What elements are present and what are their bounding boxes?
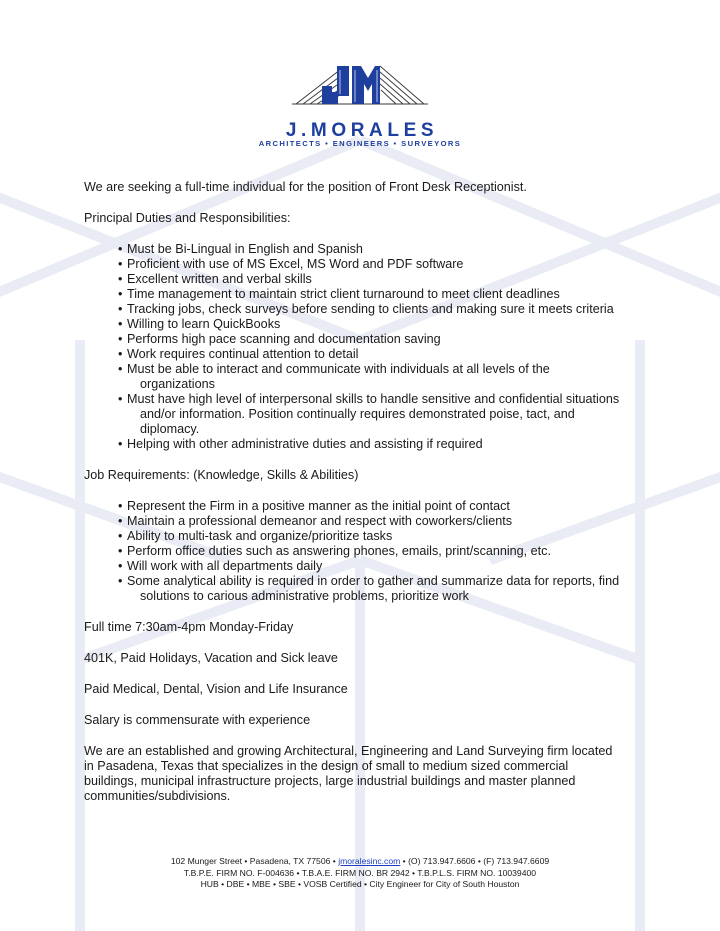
about-text	[84, 744, 644, 804]
bullet-item	[118, 272, 644, 287]
about-line: in Pasadena, Texas that specializes in the design of small to medium sized commercial	[84, 759, 569, 773]
bullet-continuation: solutions to carious administrative problems, prioritize work	[140, 589, 469, 603]
duties-list	[84, 242, 644, 452]
footer-firm-numbers: T.B.P.E. FIRM NO. F-004636 • T.B.A.E. FIRM NO. BR 2942 • T.B.P.L.S. FIRM NO. 10039400	[183, 867, 537, 878]
bullet-text: Excellent written and verbal skills	[127, 272, 312, 286]
benefits-text: 401K, Paid Holidays, Vacation and Sick leave	[84, 651, 338, 665]
bullet-text: Proficient with use of MS Excel, MS Word and PDF software	[127, 257, 464, 271]
bullet-text: Helping with other administrative duties and assisting if required	[127, 437, 483, 451]
schedule-text: Full time 7:30am-4pm Monday-Friday	[84, 620, 294, 634]
bullet-item	[118, 302, 644, 317]
about-line: buildings, municipal infrastructure projects, large industrial buildings and master planned	[84, 774, 576, 788]
bullet-item	[118, 529, 644, 544]
bullet-text: Perform office duties such as answering phones, emails, print/scanning, etc.	[127, 544, 551, 558]
bullet-text: Some analytical ability is required in order to gather and summarize data for reports, find	[127, 574, 620, 588]
company-logo	[0, 0, 720, 160]
letterhead-footer	[0, 856, 720, 891]
bullet-item	[118, 362, 644, 392]
bullet-item	[118, 392, 644, 437]
bullet-item	[118, 544, 644, 559]
duties-heading: Principal Duties and Responsibilities:	[84, 211, 291, 225]
job-posting-body	[84, 180, 644, 804]
salary-text: Salary is commensurate with experience	[84, 713, 311, 727]
requirements-heading: Job Requirements: (Knowledge, Skills & Abilities)	[84, 468, 359, 482]
about-line: communities/subdivisions.	[84, 789, 231, 803]
logo-tagline: ARCHITECTS • ENGINEERS • SURVEYORS	[258, 139, 462, 148]
bullet-text: Maintain a professional demeanor and respect with coworkers/clients	[127, 514, 513, 528]
bullet-item	[118, 332, 644, 347]
logo-building-mark	[0, 0, 720, 120]
bullet-text: Must be able to interact and communicate with individuals at all levels of the	[127, 362, 550, 376]
bullet-text: Willing to learn QuickBooks	[127, 317, 281, 331]
bullet-text: Must have high level of interpersonal skills to handle sensitive and confidential situations	[127, 392, 620, 406]
bullet-item	[118, 257, 644, 272]
bullet-item	[118, 437, 644, 452]
bullet-text: Will work with all departments daily	[127, 559, 323, 573]
bullet-continuation: organizations	[140, 377, 215, 391]
footer-address-line	[0, 856, 720, 868]
logo-company-name: J.MORALES	[285, 120, 439, 141]
bullet-item	[118, 242, 644, 257]
website-link[interactable]: jmoralesinc.com	[338, 856, 401, 866]
bullet-item	[118, 347, 644, 362]
bullet-text: Ability to multi-task and organize/prioritize tasks	[127, 529, 393, 543]
bullet-text: Represent the Firm in a positive manner as the initial point of contact	[127, 499, 510, 513]
bullet-item	[118, 559, 644, 574]
bullet-item	[118, 287, 644, 302]
footer-phone-fax: • (O) 713.947.6606 • (F) 713.947.6609	[400, 856, 550, 866]
bullet-continuation: and/or information. Position continually requires demonstrated poise, tact, and	[140, 407, 575, 421]
footer-certifications: HUB • DBE • MBE • SBE • VOSB Certified • City Engineer for City of South Houston	[200, 879, 520, 889]
footer-address: 102 Munger Street • Pasadena, TX 77506 •	[170, 856, 339, 866]
requirements-list	[84, 499, 644, 604]
about-line: We are an established and growing Architectural, Engineering and Land Surveying firm located	[84, 744, 613, 758]
bullet-item	[118, 514, 644, 529]
bullet-text: Tracking jobs, check surveys before sending to clients and making sure it meets criteria	[127, 302, 614, 316]
bullet-item	[118, 574, 644, 604]
bullet-item	[118, 499, 644, 514]
bullet-continuation: diplomacy.	[140, 422, 200, 436]
bullet-item	[118, 317, 644, 332]
bullet-text: Work requires continual attention to detail	[127, 347, 359, 361]
insurance-text: Paid Medical, Dental, Vision and Life Insurance	[84, 682, 348, 696]
bullet-text: Time management to maintain strict client turnaround to meet client deadlines	[127, 287, 560, 301]
bullet-text: Performs high pace scanning and documentation saving	[127, 332, 441, 346]
bullet-text: Must be Bi-Lingual in English and Spanish	[127, 242, 363, 256]
intro-text: We are seeking a full-time individual for the position of Front Desk Receptionist.	[84, 180, 527, 194]
